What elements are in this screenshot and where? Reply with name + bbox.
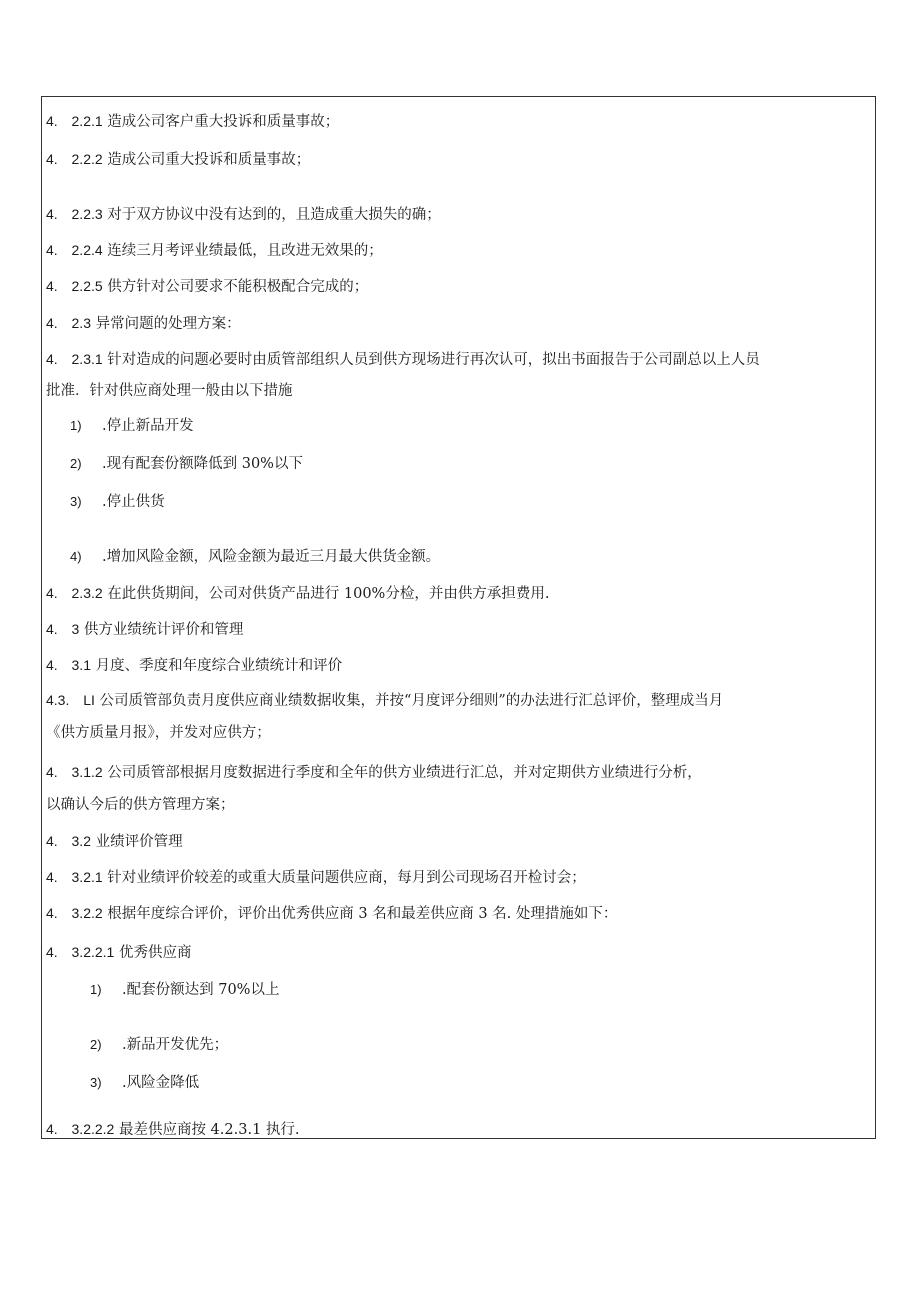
clause-4-2-3 — [46, 313, 241, 334]
list-marker: 1) — [90, 982, 102, 997]
clause-prefix: 4. — [46, 206, 58, 222]
clause-text: 针对业绩评价较差的或重大质量问题供应商，每月到公司现场召开检讨会； — [107, 870, 586, 886]
clause-prefix: 4. — [46, 869, 58, 885]
clause-text: 最差供应商按 4.2.3.1 执行. — [118, 1122, 300, 1138]
clause-4-3-2-2-1 — [46, 942, 191, 963]
list-marker: 2) — [90, 1037, 102, 1052]
clause-text: 公司质管部负责月度供应商业绩数据收集，并按“月度评分细则”的办法进行汇总评价，整理成当月 — [99, 693, 724, 709]
clause-number: 3.2.2.1 — [71, 944, 115, 960]
measure-item — [70, 547, 440, 567]
clause-prefix: 4. — [46, 278, 58, 294]
clause-number: 2.2.5 — [71, 278, 103, 294]
clause-4-2-3-1 — [46, 349, 760, 370]
clause-4-2-2-2 — [46, 149, 310, 170]
list-marker: 3) — [70, 494, 82, 509]
measure-text: .新品开发优先； — [122, 1037, 229, 1053]
measure-text: .增加风险金额，风险金额为最近三月最大供货金额。 — [102, 549, 441, 565]
clause-text: 以确认今后的供方管理方案； — [46, 797, 235, 813]
clause-text: 公司质管部根据月度数据进行季度和全年的供方业绩进行汇总，并对定期供方业绩进行分析， — [107, 765, 702, 781]
clause-text: 供方业绩统计评价和管理 — [83, 622, 244, 638]
clause-text: 供方针对公司要求不能积极配合完成的； — [107, 279, 369, 295]
clause-prefix: 4. — [46, 764, 58, 780]
clause-4-2-2-4 — [46, 240, 383, 261]
clause-number: 3.1 — [71, 657, 91, 673]
clause-text: 业绩评价管理 — [95, 834, 183, 850]
clause-text: 造成公司重大投诉和质量事故； — [107, 152, 311, 168]
clause-4-3-1 — [46, 655, 342, 676]
clause-4-3-2 — [46, 831, 183, 852]
clause-4-2-2-3 — [46, 204, 441, 225]
clause-prefix: 4. — [46, 657, 58, 673]
measure-text: .停止新品开发 — [102, 418, 194, 434]
measure-text: .停止供货 — [102, 494, 165, 510]
measure-item — [70, 416, 194, 436]
list-marker: 1) — [70, 418, 82, 433]
clause-number: 2.3.2 — [71, 585, 103, 601]
clause-4-3-1-1-continued — [46, 723, 271, 743]
measure-item — [90, 1073, 199, 1093]
clause-number: 3 — [71, 621, 80, 637]
clause-prefix: 4.3. — [46, 692, 70, 708]
list-marker: 2) — [70, 456, 82, 471]
clause-number: 3.1.2 — [71, 764, 103, 780]
clause-text: 对于双方协议中没有达到的，且造成重大损失的确； — [107, 207, 441, 223]
clause-text: 在此供货期间，公司对供货产品进行 100%分检，并由供方承担费用. — [107, 586, 550, 602]
list-marker: 4) — [70, 549, 82, 564]
clause-text: 根据年度综合评价，评价出优秀供应商 3 名和最差供应商 3 名. 处理措施如下： — [107, 906, 618, 922]
clause-prefix: 4. — [46, 151, 58, 167]
measure-item — [70, 492, 165, 512]
clause-4-3-2-2 — [46, 903, 617, 924]
measure-item — [70, 454, 303, 474]
clause-number: 2.2.2 — [71, 151, 103, 167]
clause-prefix: 4. — [46, 621, 58, 637]
clause-number: LI — [83, 692, 95, 708]
clause-number: 2.3 — [71, 315, 91, 331]
clause-text: 异常问题的处理方案： — [95, 316, 241, 332]
clause-number: 2.2.3 — [71, 206, 103, 222]
clause-text: 连续三月考评业绩最低，且改进无效果的； — [107, 243, 383, 259]
clause-4-3-1-1 — [46, 690, 723, 711]
clause-4-3 — [46, 619, 243, 640]
clause-4-2-3-2 — [46, 583, 549, 604]
clause-4-3-1-2-continued — [46, 795, 235, 815]
clause-prefix: 4. — [46, 585, 58, 601]
clause-prefix: 4. — [46, 1121, 58, 1137]
clause-text: 《供方质量月报》，并发对应供方； — [46, 725, 271, 741]
measure-text: .风险金降低 — [122, 1075, 200, 1091]
clause-text: 针对造成的问题必要时由质管部组织人员到供方现场进行再次认可，拟出书面报告于公司副总以上人员 — [107, 352, 760, 368]
measure-text: .现有配套份额降低到 30%以下 — [102, 456, 303, 472]
clause-number: 2.2.1 — [71, 113, 103, 129]
clause-prefix: 4. — [46, 905, 58, 921]
clause-number: 2.3.1 — [71, 351, 103, 367]
measure-item — [90, 1035, 228, 1055]
clause-number: 3.2.2.2 — [71, 1121, 115, 1137]
clause-number: 2.2.4 — [71, 242, 103, 258]
clause-number: 3.2 — [71, 833, 91, 849]
clause-prefix: 4. — [46, 833, 58, 849]
clause-prefix: 4. — [46, 113, 58, 129]
clause-4-2-2-5 — [46, 276, 368, 297]
list-marker: 3) — [90, 1075, 102, 1090]
measure-item — [90, 980, 279, 1000]
clause-prefix: 4. — [46, 242, 58, 258]
measure-text: .配套份额达到 70%以上 — [122, 982, 280, 998]
clause-4-2-2-1 — [46, 111, 339, 132]
clause-prefix: 4. — [46, 944, 58, 960]
clause-4-2-3-1-continued — [46, 381, 293, 401]
clause-number: 3.2.2 — [71, 905, 103, 921]
clause-prefix: 4. — [46, 315, 58, 331]
clause-4-3-2-2-2 — [46, 1119, 300, 1140]
clause-text: 批准．针对供应商处理一般由以下措施 — [46, 383, 293, 399]
clause-text: 月度、季度和年度综合业绩统计和评价 — [95, 658, 343, 674]
clause-4-3-2-1 — [46, 867, 586, 888]
clause-prefix: 4. — [46, 351, 58, 367]
clause-text: 优秀供应商 — [118, 945, 192, 961]
clause-number: 3.2.1 — [71, 869, 103, 885]
clause-4-3-1-2 — [46, 762, 702, 783]
clause-text: 造成公司客户重大投诉和质量事故； — [107, 114, 340, 130]
